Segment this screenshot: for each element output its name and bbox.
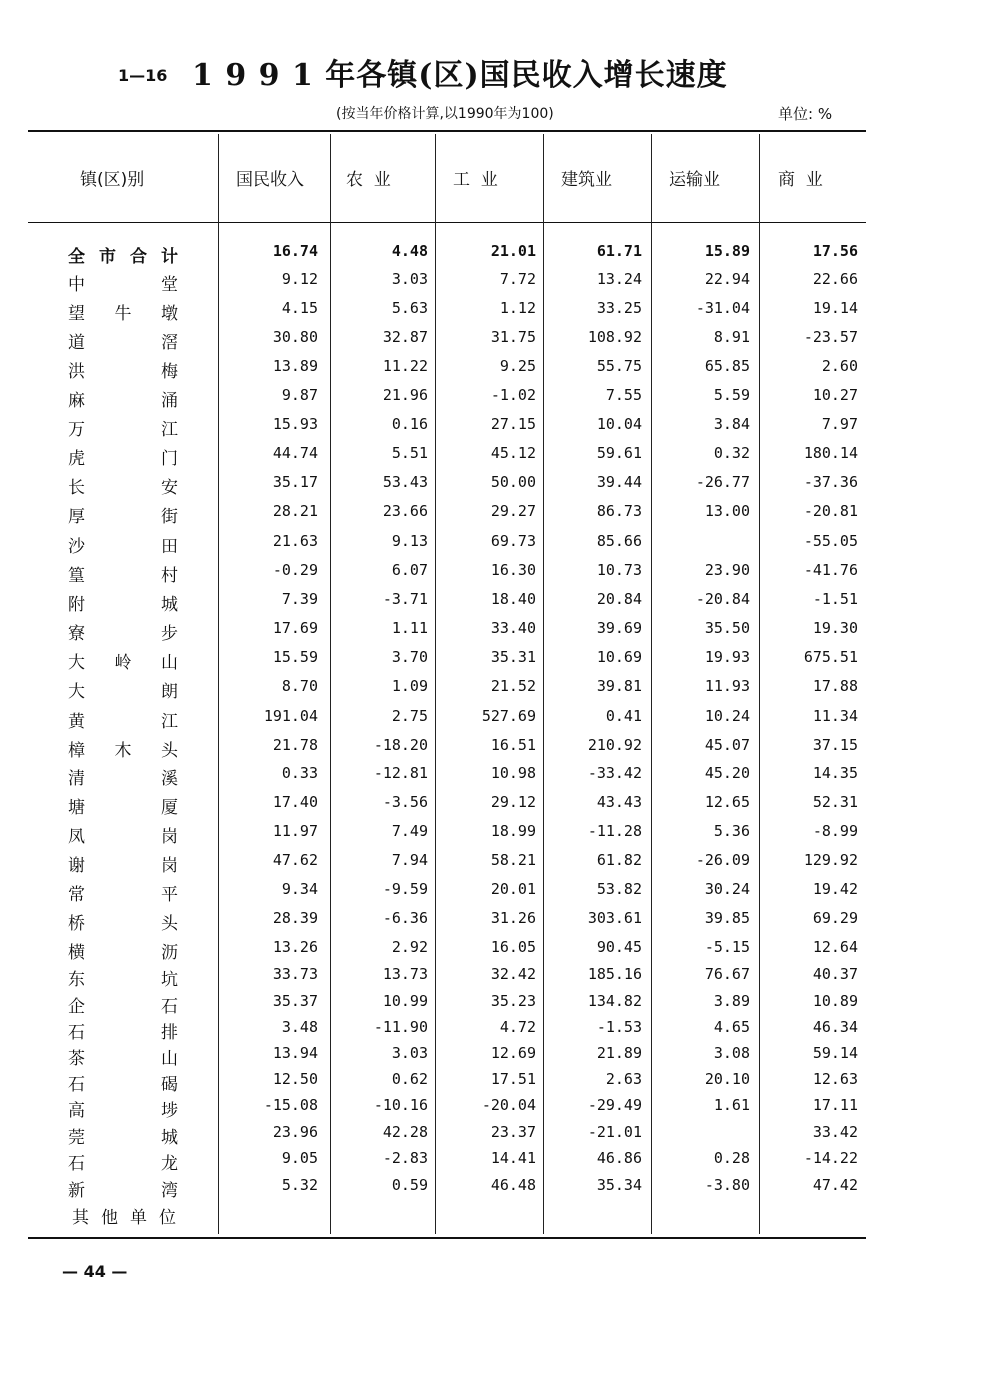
row-value: -14.22 xyxy=(803,1149,858,1167)
row-value: 9.25 xyxy=(499,357,536,375)
top-rule xyxy=(28,130,866,132)
row-name: 横 沥 xyxy=(68,943,178,963)
row-value: 12.65 xyxy=(704,793,750,811)
row-value: 35.23 xyxy=(490,992,536,1010)
row-value: 33.25 xyxy=(596,299,642,317)
row-value: -12.81 xyxy=(373,764,428,782)
row-value: 21.01 xyxy=(490,242,536,260)
row-value: 46.86 xyxy=(596,1149,642,1167)
row-name: 长 安 xyxy=(68,478,178,498)
row-value: -20.84 xyxy=(695,590,750,608)
row-value: 108.92 xyxy=(587,328,642,346)
row-value: 9.12 xyxy=(281,270,318,288)
row-value: 8.91 xyxy=(713,328,750,346)
table-row xyxy=(0,532,1000,558)
row-value: -5.15 xyxy=(704,938,750,956)
row-value: 13.94 xyxy=(272,1044,318,1062)
table-row xyxy=(0,444,1000,470)
row-value: -20.04 xyxy=(481,1096,536,1114)
row-name: 石 碣 xyxy=(68,1075,178,1095)
row-value: 33.73 xyxy=(272,965,318,983)
row-value: 4.65 xyxy=(713,1018,750,1036)
row-value: 1.09 xyxy=(391,677,428,695)
row-value: 18.40 xyxy=(490,590,536,608)
row-value: 675.51 xyxy=(803,648,858,666)
row-value: 11.22 xyxy=(382,357,428,375)
row-name: 沙 田 xyxy=(68,537,178,557)
row-value: -29.49 xyxy=(587,1096,642,1114)
row-value: 18.99 xyxy=(490,822,536,840)
row-name: 篁 村 xyxy=(68,566,178,586)
row-value: 21.52 xyxy=(490,677,536,695)
header-town: 镇(区)别 xyxy=(80,170,145,190)
table-row xyxy=(0,1123,1000,1149)
row-name: 常 平 xyxy=(68,885,178,905)
row-value: 4.72 xyxy=(499,1018,536,1036)
row-value: 8.70 xyxy=(281,677,318,695)
table-row xyxy=(0,909,1000,935)
row-value: 5.59 xyxy=(713,386,750,404)
row-value: 19.14 xyxy=(812,299,858,317)
row-value: 13.26 xyxy=(272,938,318,956)
row-value: 9.34 xyxy=(281,880,318,898)
row-value: 12.69 xyxy=(490,1044,536,1062)
row-value: -1.51 xyxy=(812,590,858,608)
row-value: 3.84 xyxy=(713,415,750,433)
row-value: 42.28 xyxy=(382,1123,428,1141)
table-row xyxy=(0,619,1000,645)
row-value: 21.89 xyxy=(596,1044,642,1062)
row-value: -10.16 xyxy=(373,1096,428,1114)
row-value: 9.87 xyxy=(281,386,318,404)
row-value: 61.82 xyxy=(596,851,642,869)
row-name: 石 排 xyxy=(68,1023,178,1043)
row-name: 全 市 合 计 xyxy=(68,247,178,267)
row-value: -41.76 xyxy=(803,561,858,579)
row-name: 茶 山 xyxy=(68,1049,178,1069)
row-value: 0.59 xyxy=(391,1176,428,1194)
row-value: 47.42 xyxy=(812,1176,858,1194)
table-row xyxy=(0,1096,1000,1122)
row-value: 3.89 xyxy=(713,992,750,1010)
table-row xyxy=(0,299,1000,325)
row-value: 76.67 xyxy=(704,965,750,983)
row-value: 35.17 xyxy=(272,473,318,491)
row-value: 12.50 xyxy=(272,1070,318,1088)
row-value: 59.61 xyxy=(596,444,642,462)
row-name: 中 堂 xyxy=(68,275,178,295)
row-value: 3.08 xyxy=(713,1044,750,1062)
row-value: 10.69 xyxy=(596,648,642,666)
page-number: — 44 — xyxy=(62,1262,128,1281)
row-value: 11.97 xyxy=(272,822,318,840)
row-value: 90.45 xyxy=(596,938,642,956)
row-value: 2.63 xyxy=(605,1070,642,1088)
row-name: 凤 岗 xyxy=(68,827,178,847)
row-value: 50.00 xyxy=(490,473,536,491)
table-row xyxy=(0,473,1000,499)
row-value: -3.71 xyxy=(382,590,428,608)
row-value: 28.39 xyxy=(272,909,318,927)
row-value: 134.82 xyxy=(587,992,642,1010)
row-value: -9.59 xyxy=(382,880,428,898)
row-value: 4.15 xyxy=(281,299,318,317)
row-value: 45.12 xyxy=(490,444,536,462)
row-name: 虎 门 xyxy=(68,449,178,469)
row-name: 厚 街 xyxy=(68,507,178,527)
row-value: 32.87 xyxy=(382,328,428,346)
row-value: 303.61 xyxy=(587,909,642,927)
row-value: 17.69 xyxy=(272,619,318,637)
row-value: 30.24 xyxy=(704,880,750,898)
table-row xyxy=(0,793,1000,819)
subtitle: (按当年价格计算,以1990年为100) xyxy=(336,106,554,122)
row-value: 52.31 xyxy=(812,793,858,811)
row-value: 45.07 xyxy=(704,736,750,754)
row-name: 清 溪 xyxy=(68,769,178,789)
header-national-income: 国民收入 xyxy=(236,170,304,190)
table-row xyxy=(0,851,1000,877)
table-row xyxy=(0,1070,1000,1096)
row-value: 20.10 xyxy=(704,1070,750,1088)
table-number: 1—16 xyxy=(118,66,168,85)
row-value: -8.99 xyxy=(812,822,858,840)
table-row xyxy=(0,648,1000,674)
row-value: 15.89 xyxy=(704,242,750,260)
row-value: 5.32 xyxy=(281,1176,318,1194)
row-value: 27.15 xyxy=(490,415,536,433)
row-value: 10.89 xyxy=(812,992,858,1010)
header-commerce: 商 业 xyxy=(778,170,823,190)
row-value: 35.50 xyxy=(704,619,750,637)
unit-label: 单位: % xyxy=(778,105,833,123)
row-value: 46.34 xyxy=(812,1018,858,1036)
row-value: 40.37 xyxy=(812,965,858,983)
row-value: 7.39 xyxy=(281,590,318,608)
table-row xyxy=(0,590,1000,616)
row-value: -23.57 xyxy=(803,328,858,346)
bottom-rule xyxy=(28,1237,866,1239)
row-value: 46.48 xyxy=(490,1176,536,1194)
row-value: 10.73 xyxy=(596,561,642,579)
row-value: 55.75 xyxy=(596,357,642,375)
row-value: 2.60 xyxy=(821,357,858,375)
row-value: 7.55 xyxy=(605,386,642,404)
table-row xyxy=(0,965,1000,991)
table-row xyxy=(0,1149,1000,1175)
row-value: 7.49 xyxy=(391,822,428,840)
row-value: 0.41 xyxy=(605,707,642,725)
header-industry: 工 业 xyxy=(453,170,498,190)
row-value: 13.73 xyxy=(382,965,428,983)
table-row xyxy=(0,938,1000,964)
row-value: -6.36 xyxy=(382,909,428,927)
row-value: 61.71 xyxy=(596,242,642,260)
row-name: 新 湾 xyxy=(68,1181,178,1201)
row-value: 9.05 xyxy=(281,1149,318,1167)
row-value: -33.42 xyxy=(587,764,642,782)
table-row xyxy=(0,561,1000,587)
row-value: 45.20 xyxy=(704,764,750,782)
row-value: 12.64 xyxy=(812,938,858,956)
row-value: 1.12 xyxy=(499,299,536,317)
table-row xyxy=(0,822,1000,848)
row-value: 7.97 xyxy=(821,415,858,433)
row-value: 21.96 xyxy=(382,386,428,404)
row-value: 35.37 xyxy=(272,992,318,1010)
row-value: 0.28 xyxy=(713,1149,750,1167)
row-value: 129.92 xyxy=(803,851,858,869)
row-value: 32.42 xyxy=(490,965,536,983)
row-value: 20.01 xyxy=(490,880,536,898)
table-row xyxy=(0,242,1000,268)
row-value: 6.07 xyxy=(391,561,428,579)
row-name: 其 他 单 位 xyxy=(72,1208,176,1228)
row-value: 11.93 xyxy=(704,677,750,695)
row-value: 47.62 xyxy=(272,851,318,869)
row-value: 20.84 xyxy=(596,590,642,608)
row-value: 2.75 xyxy=(391,707,428,725)
row-value: 13.00 xyxy=(704,502,750,520)
row-value: 53.43 xyxy=(382,473,428,491)
row-value: 7.72 xyxy=(499,270,536,288)
page-title: 1 9 9 1 年各镇(区)国民收入增长速度 xyxy=(192,58,728,93)
row-value: 39.44 xyxy=(596,473,642,491)
row-name: 麻 涌 xyxy=(68,391,178,411)
row-value: -37.36 xyxy=(803,473,858,491)
row-value: 17.56 xyxy=(812,242,858,260)
row-name: 企 石 xyxy=(68,997,178,1017)
row-value: 16.74 xyxy=(272,242,318,260)
row-value: 44.74 xyxy=(272,444,318,462)
row-name: 东 坑 xyxy=(68,970,178,990)
row-value: -20.81 xyxy=(803,502,858,520)
row-value: 29.12 xyxy=(490,793,536,811)
row-value: 19.42 xyxy=(812,880,858,898)
row-value: 35.31 xyxy=(490,648,536,666)
row-value: -1.53 xyxy=(596,1018,642,1036)
row-value: 15.93 xyxy=(272,415,318,433)
row-value: 23.96 xyxy=(272,1123,318,1141)
row-value: 85.66 xyxy=(596,532,642,550)
row-value: 10.24 xyxy=(704,707,750,725)
header-construction: 建筑业 xyxy=(561,170,612,190)
row-value: -11.90 xyxy=(373,1018,428,1036)
table-row xyxy=(0,1203,1000,1229)
row-value: 1.11 xyxy=(391,619,428,637)
row-value: 39.85 xyxy=(704,909,750,927)
row-value: 17.88 xyxy=(812,677,858,695)
row-name: 道 滘 xyxy=(68,333,178,353)
row-value: 33.40 xyxy=(490,619,536,637)
row-value: 17.40 xyxy=(272,793,318,811)
row-value: -0.29 xyxy=(272,561,318,579)
row-name: 黄 江 xyxy=(68,712,178,732)
row-value: 19.30 xyxy=(812,619,858,637)
row-name: 樟 木 头 xyxy=(68,741,178,761)
row-value: 14.35 xyxy=(812,764,858,782)
row-name: 望 牛 墩 xyxy=(68,304,178,324)
row-value: 33.42 xyxy=(812,1123,858,1141)
row-value: 53.82 xyxy=(596,880,642,898)
row-value: 86.73 xyxy=(596,502,642,520)
table-row xyxy=(0,502,1000,528)
row-value: 185.16 xyxy=(587,965,642,983)
table-row xyxy=(0,270,1000,296)
header-transport: 运输业 xyxy=(669,170,720,190)
row-value: 3.70 xyxy=(391,648,428,666)
row-value: 10.99 xyxy=(382,992,428,1010)
header-agriculture: 农 业 xyxy=(346,170,391,190)
table-row xyxy=(0,415,1000,441)
row-name: 高 埗 xyxy=(68,1101,178,1121)
row-value: 37.15 xyxy=(812,736,858,754)
row-value: 23.37 xyxy=(490,1123,536,1141)
row-value: 11.34 xyxy=(812,707,858,725)
row-value: 29.27 xyxy=(490,502,536,520)
row-value: -21.01 xyxy=(587,1123,642,1141)
row-value: -26.77 xyxy=(695,473,750,491)
row-value: 39.81 xyxy=(596,677,642,695)
row-value: -2.83 xyxy=(382,1149,428,1167)
row-value: 16.05 xyxy=(490,938,536,956)
row-value: 30.80 xyxy=(272,328,318,346)
row-value: 35.34 xyxy=(596,1176,642,1194)
row-value: 69.73 xyxy=(490,532,536,550)
header-rule xyxy=(28,222,866,223)
table-row xyxy=(0,880,1000,906)
table-row xyxy=(0,386,1000,412)
row-value: 7.94 xyxy=(391,851,428,869)
row-value: 59.14 xyxy=(812,1044,858,1062)
row-value: 5.63 xyxy=(391,299,428,317)
row-value: 0.33 xyxy=(281,764,318,782)
row-value: 16.30 xyxy=(490,561,536,579)
row-name: 寮 步 xyxy=(68,624,178,644)
row-value: 43.43 xyxy=(596,793,642,811)
row-name: 石 龙 xyxy=(68,1154,178,1174)
table-row xyxy=(0,707,1000,733)
row-value: 23.66 xyxy=(382,502,428,520)
row-value: 10.04 xyxy=(596,415,642,433)
row-name: 附 城 xyxy=(68,595,178,615)
row-value: 3.03 xyxy=(391,270,428,288)
row-value: -3.80 xyxy=(704,1176,750,1194)
row-value: 4.48 xyxy=(391,242,428,260)
row-value: 10.98 xyxy=(490,764,536,782)
row-value: -55.05 xyxy=(803,532,858,550)
row-value: 0.32 xyxy=(713,444,750,462)
row-value: 39.69 xyxy=(596,619,642,637)
row-value: 527.69 xyxy=(481,707,536,725)
row-name: 洪 梅 xyxy=(68,362,178,382)
table-row xyxy=(0,328,1000,354)
table-row xyxy=(0,764,1000,790)
row-value: -31.04 xyxy=(695,299,750,317)
row-name: 莞 城 xyxy=(68,1128,178,1148)
row-value: 12.63 xyxy=(812,1070,858,1088)
row-name: 谢 岗 xyxy=(68,856,178,876)
row-value: 191.04 xyxy=(263,707,318,725)
row-value: 2.92 xyxy=(391,938,428,956)
row-value: 0.16 xyxy=(391,415,428,433)
row-value: 15.59 xyxy=(272,648,318,666)
table-row xyxy=(0,677,1000,703)
row-value: -18.20 xyxy=(373,736,428,754)
table-row xyxy=(0,357,1000,383)
row-name: 大 岭 山 xyxy=(68,653,178,673)
row-name: 大 朗 xyxy=(68,682,178,702)
row-value: 69.29 xyxy=(812,909,858,927)
row-value: -26.09 xyxy=(695,851,750,869)
row-value: 17.11 xyxy=(812,1096,858,1114)
row-value: -1.02 xyxy=(490,386,536,404)
row-value: 180.14 xyxy=(803,444,858,462)
row-value: 9.13 xyxy=(391,532,428,550)
row-value: 5.36 xyxy=(713,822,750,840)
row-value: -11.28 xyxy=(587,822,642,840)
row-value: 14.41 xyxy=(490,1149,536,1167)
row-value: 17.51 xyxy=(490,1070,536,1088)
row-value: 1.61 xyxy=(713,1096,750,1114)
row-name: 桥 头 xyxy=(68,914,178,934)
row-value: 0.62 xyxy=(391,1070,428,1088)
row-value: -3.56 xyxy=(382,793,428,811)
table-row xyxy=(0,1018,1000,1044)
row-name: 塘 厦 xyxy=(68,798,178,818)
row-value: 19.93 xyxy=(704,648,750,666)
row-value: -15.08 xyxy=(263,1096,318,1114)
row-name: 万 江 xyxy=(68,420,178,440)
table-row xyxy=(0,992,1000,1018)
row-value: 5.51 xyxy=(391,444,428,462)
row-value: 31.75 xyxy=(490,328,536,346)
row-value: 10.27 xyxy=(812,386,858,404)
row-value: 21.78 xyxy=(272,736,318,754)
row-value: 23.90 xyxy=(704,561,750,579)
table-row xyxy=(0,1176,1000,1202)
row-value: 21.63 xyxy=(272,532,318,550)
table-row xyxy=(0,1044,1000,1070)
row-value: 28.21 xyxy=(272,502,318,520)
row-value: 22.66 xyxy=(812,270,858,288)
row-value: 22.94 xyxy=(704,270,750,288)
row-value: 3.48 xyxy=(281,1018,318,1036)
row-value: 65.85 xyxy=(704,357,750,375)
row-value: 31.26 xyxy=(490,909,536,927)
row-value: 13.24 xyxy=(596,270,642,288)
row-value: 58.21 xyxy=(490,851,536,869)
row-value: 210.92 xyxy=(587,736,642,754)
row-value: 16.51 xyxy=(490,736,536,754)
row-value: 13.89 xyxy=(272,357,318,375)
row-value: 3.03 xyxy=(391,1044,428,1062)
table-row xyxy=(0,736,1000,762)
